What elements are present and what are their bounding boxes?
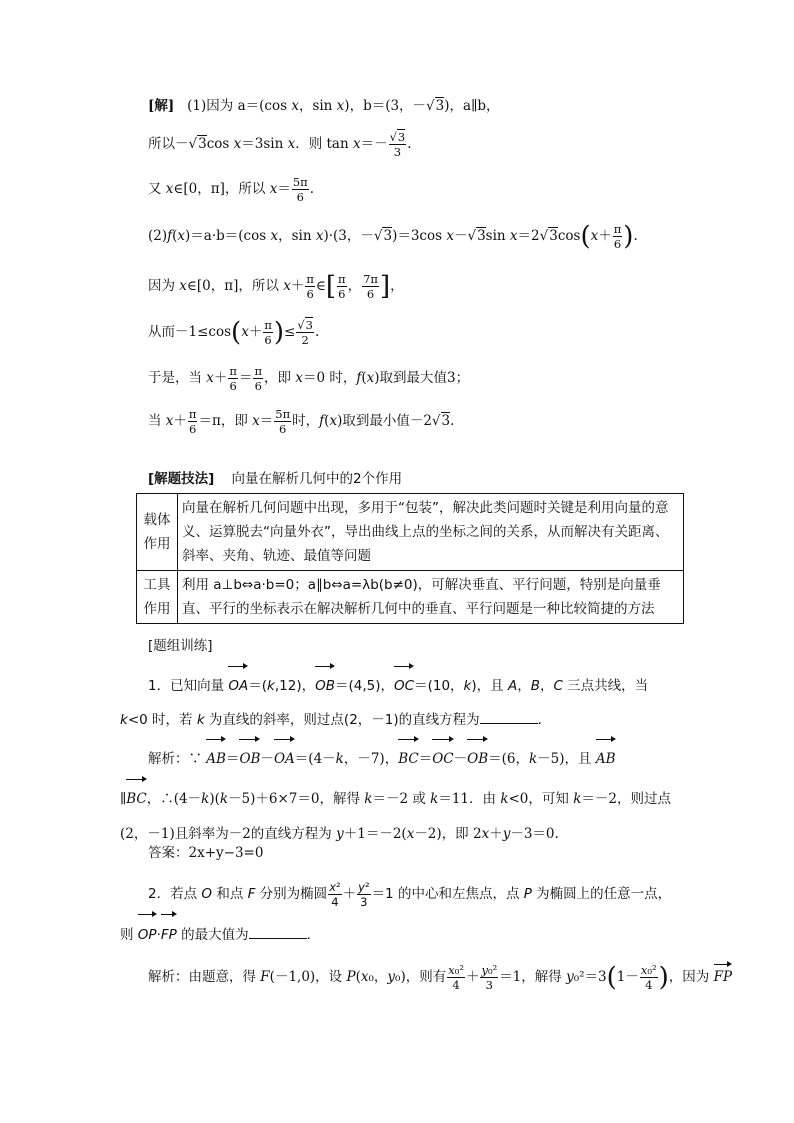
method-row <box>137 494 684 571</box>
solution-line-7: 于是，当 x＋ $\frac{\pi}{6}$ ＝ $\frac{\pi}{6}$ ，即 x＝0 时，f(x)取到最大值3； <box>148 364 470 393</box>
question-1-answer: 答案：2x+y−3=0 <box>148 845 264 861</box>
solution-line-2: 所以－√3cos x＝3sin x．则 tan x＝－ $\frac{√3}{3}$ . <box>148 130 412 159</box>
question-2: 2．若点 O 和点 F 分别为椭圆 $\frac{\text{x²}}{4}$ ＋ $\frac{\text{y²}}{3}$ ＝1 的中心和左焦点，点 P 为椭圆上的任意一点， 则 OP·FP 的最大值为 ． <box>148 876 684 953</box>
practice-heading: [题组训练] <box>148 638 213 654</box>
solution-line-5: 因为 x∈[0，π]，所以 x＋ $\frac{\pi}{6}$ ∈[ $\frac{\pi}{6}$ ， $\frac{7\pi}{6}$ ]， <box>148 271 404 302</box>
method-heading-tag: [解题技法] <box>148 471 215 487</box>
question-1: 1．已知向量 OA＝(k,12)，OB＝(4,5)，OC＝(10，k)，且 A，B，C 三点共线，当 k<0 时，若 k 为直线的斜率，则过点(2，－1)的直线方程为 ． <box>148 664 684 737</box>
solution-line-6: 从而－1≤cos(x＋ $\frac{\pi}{6}$ )≤ $\frac{√3}{2}$ . <box>148 317 320 348</box>
solution-tag: [解] <box>148 98 175 114</box>
method-row-text: 利用 a⊥b⇔a·b=0；a∥b⇔a=λb(b≠0)，可解决垂直、平行问题，特别是向量垂直、平行的坐标表示在解决解析几何中的垂直、平行问题是一种比较简捷的方法 <box>178 571 684 624</box>
method-heading-text: 向量在解析几何中的2个作用 <box>231 471 403 487</box>
method-row-key-line: 载体 <box>143 512 171 528</box>
method-row-key-line: 工具 <box>143 577 171 593</box>
method-row <box>137 571 684 624</box>
method-row-key-line: 作用 <box>143 536 171 552</box>
method-table <box>136 493 684 624</box>
solution-line-8: 当 x＋ $\frac{\pi}{6}$ ＝π，即 x＝ $\frac{5\pi}{6}$ 时，f(x)取到最小值－2√3. <box>148 407 455 436</box>
question-1-solution: 解析：∵ AB＝OB－OA＝(4－k，－7)，BC＝OC－OB＝(6，k－5)，且 AB ∥BC，∴(4－k)(k－5)＋6×7＝0，解得 k＝－2 或 k＝11．由 k<0，可知 k＝－2，则过点 (2，－1)且斜率为－2的直线方程为 y＋1＝－2(x－2)，即 2x＋y－3＝0. <box>148 737 684 852</box>
question-2-solution: 解析：由题意，得 F(－1,0)，设 P(x₀，y₀)，则有 $\frac{\text{x₀²}}{4}$ ＋ $\frac{\text{y₀²}}{3}$ ＝1，解得 y₀²＝3(1－ $\frac{\text{x₀²}}{4}$ )，因为 FP <box>148 962 733 993</box>
method-heading <box>148 469 402 489</box>
method-row-key-line: 作用 <box>143 601 171 617</box>
solution-line-3: 又 x∈[0，π]，所以 x＝ $\frac{5\pi}{6}$ . <box>148 175 314 204</box>
method-row-text: 向量在解析几何问题中出现，多用于“包装”，解决此类问题时关键是利用向量的意义、运算脱去“向量外衣”，导出曲线上点的坐标之间的关系，从而解决有关距离、斜率、夹角、轨迹、最值等问题 <box>178 494 684 571</box>
method-row-key <box>137 494 178 571</box>
solution-line-1: [解] (1)因为 a＝(cos x，sin x)，b＝(3，－√3)，a∥b， <box>148 98 500 114</box>
method-row-key <box>137 571 178 624</box>
solution-line-4: (2)f(x)＝a·b＝(cos x，sin x)·(3，－√3)＝3cos x－√3sin x＝2√3cos(x＋ $\frac{\pi}{6}$ ). <box>148 221 638 252</box>
